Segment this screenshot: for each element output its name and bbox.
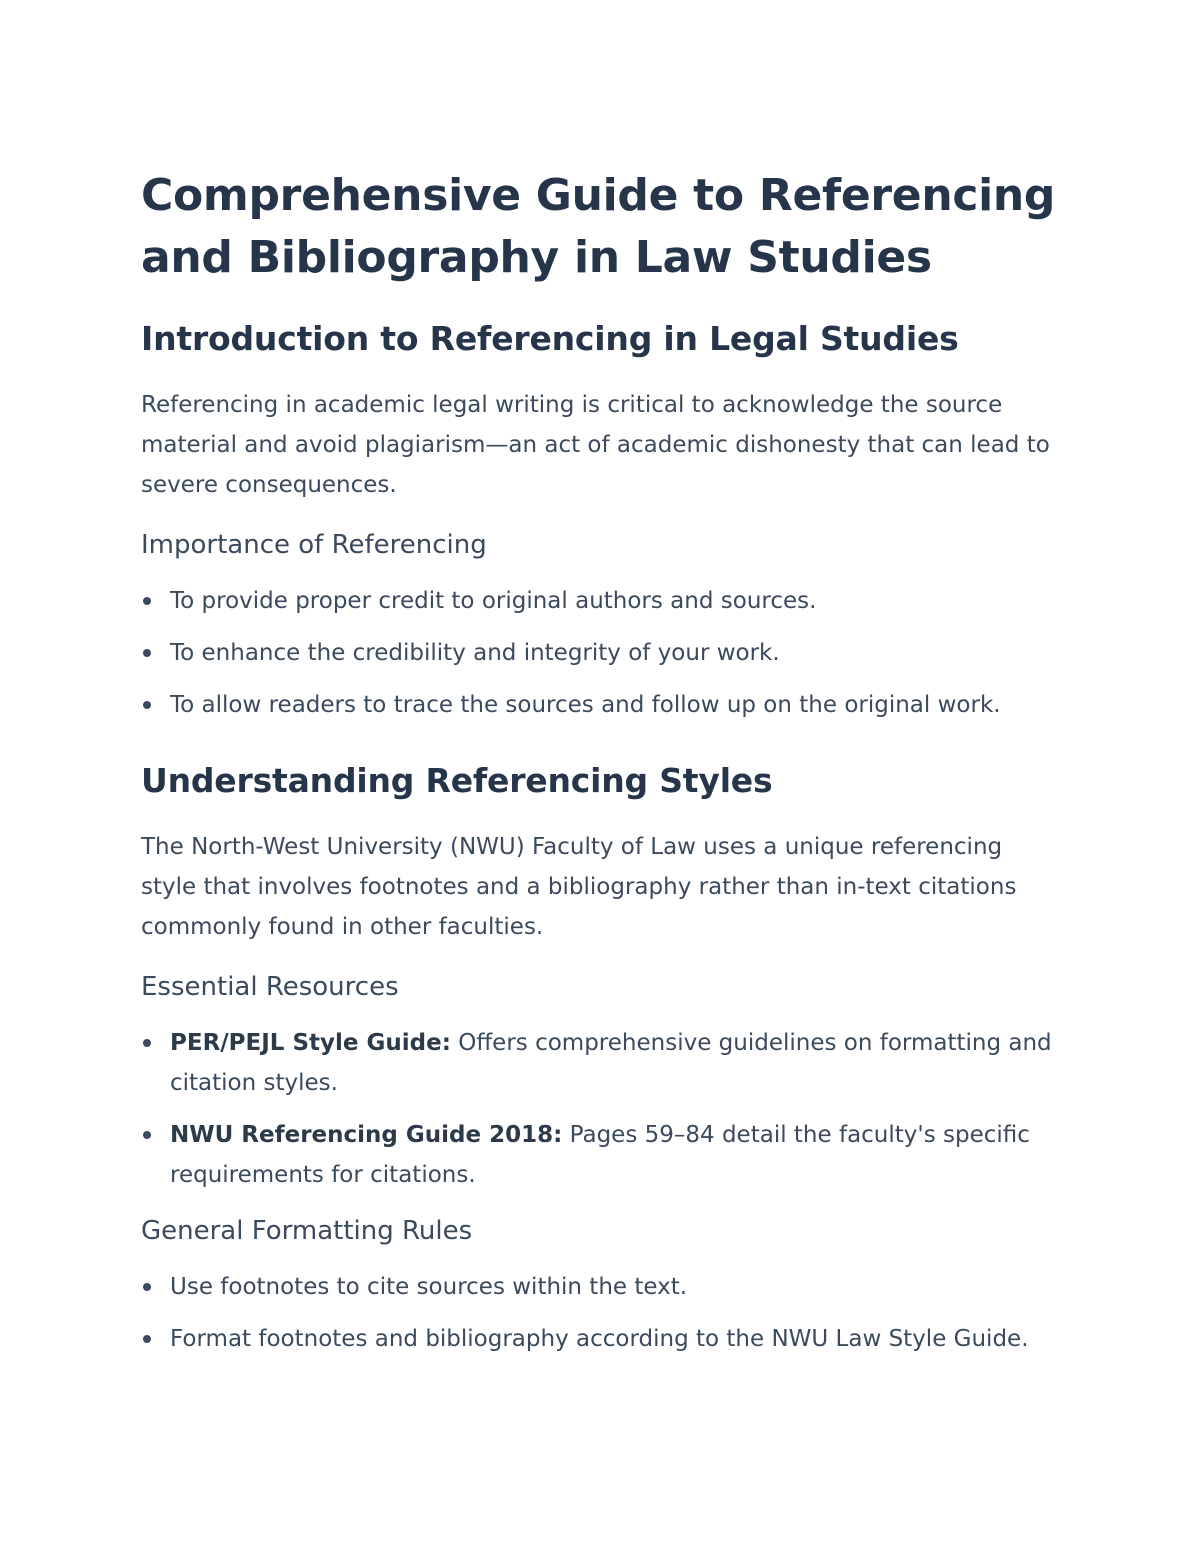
bullet-icon [143, 649, 151, 657]
list-item [141, 685, 1060, 725]
list-item [141, 1267, 1060, 1307]
importance-list [141, 581, 1060, 725]
intro-paragraph: Referencing in academic legal writing is critical to acknowledge the source material and avoid plagiarism—an act of academic dishonesty that can lead to severe consequences. [141, 392, 1050, 498]
resource-label: NWU Referencing Guide 2018: [170, 1122, 563, 1148]
list-item [141, 581, 1060, 621]
importance-heading: Importance of Referencing [141, 530, 487, 560]
bullet-icon [143, 1335, 151, 1343]
bullet-icon [143, 1039, 151, 1047]
resource-label: PER/PEJL Style Guide: [170, 1030, 451, 1056]
list-item [141, 1115, 1060, 1195]
bullet-icon [143, 1131, 151, 1139]
list-item-text: To allow readers to trace the sources and follow up on the original work. [170, 692, 1001, 718]
resources-heading: Essential Resources [141, 972, 399, 1002]
intro-section-heading: Introduction to Referencing in Legal Studies [141, 319, 959, 358]
formatting-heading: General Formatting Rules [141, 1216, 473, 1246]
list-item [141, 1319, 1060, 1359]
formatting-list [141, 1267, 1060, 1359]
list-item [141, 633, 1060, 673]
styles-section-heading: Understanding Referencing Styles [141, 761, 773, 800]
list-item [141, 1023, 1060, 1103]
list-item-text: To enhance the credibility and integrity of your work. [170, 640, 780, 666]
bullet-icon [143, 597, 151, 605]
list-item-text: Format footnotes and bibliography according to the NWU Law Style Guide. [170, 1326, 1029, 1352]
document-title: Comprehensive Guide to Referencing and Bibliography in Law Studies [141, 170, 1056, 283]
list-item-text: Use footnotes to cite sources within the text. [170, 1274, 688, 1300]
resource-description: Pages 59–84 detail the faculty's specific requirements for citations. [170, 1122, 1030, 1188]
styles-paragraph: The North-West University (NWU) Faculty of Law uses a unique referencing style that involves footnotes and a bibliography rather than in-text citations commonly found in other faculties. [141, 834, 1017, 940]
list-item-text: To provide proper credit to original authors and sources. [170, 588, 817, 614]
bullet-icon [143, 1283, 151, 1291]
resource-description: Offers comprehensive guidelines on formatting and citation styles. [170, 1030, 1052, 1096]
resources-list [141, 1023, 1060, 1195]
bullet-icon [143, 701, 151, 709]
